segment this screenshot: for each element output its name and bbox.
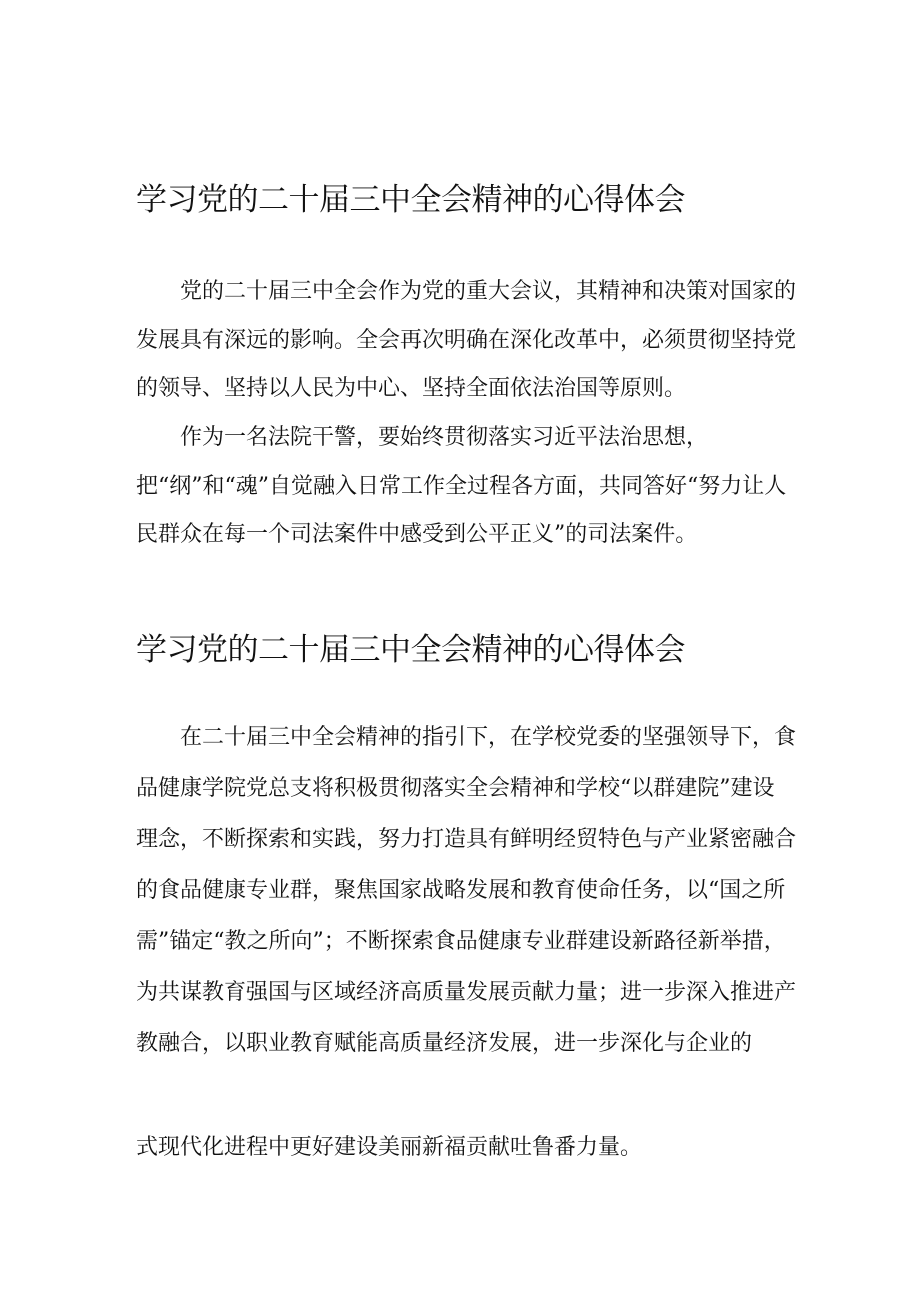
section-1-title: 学习党的二十届三中全会精神的心得体会	[136, 182, 685, 218]
section-1-paragraph-2: 作为一名法院干警，要始终贯彻落实习近平法治思想，把“纲”和“魂”自觉融入日常工作全过程各方面，共同答好“努力让人民群众在每一个司法案件中感受到公平正义”的司法案件。	[136, 425, 787, 547]
section-2-paragraph: 在二十届三中全会精神的指引下，在学校党委的坚强领导下，食品健康学院党总支将积极贯彻落实全会精神和学校“以群建院”建设理念，不断探索和实践，努力打造具有鲜明经贸特色与产业紧密融合的食品健康专业群，聚焦国家战略发展和教育使命任务，以“国之所需”锚定“教之所向”；不断探索食品健康专业群建设新路径新举措，为共谋教育强国与区域经济高质量发展贡献力量；进一步深入推进产教融合，以职业教育赋能高质量经济发展，进一步深化与企业的	[136, 725, 797, 1056]
section-1-paragraph-1: 党的二十届三中全会作为党的重大会议，其精神和决策对国家的发展具有深远的影响。全会再次明确在深化改革中，必须贯彻坚持党的领导、坚持以人民为中心、坚持全面依法治国等原则。	[136, 279, 797, 401]
section-2-title: 学习党的二十届三中全会精神的心得体会	[136, 632, 685, 668]
section-2-continuation: 式现代化进程中更好建设美丽新福贡献吐鲁番力量。	[136, 1135, 643, 1160]
